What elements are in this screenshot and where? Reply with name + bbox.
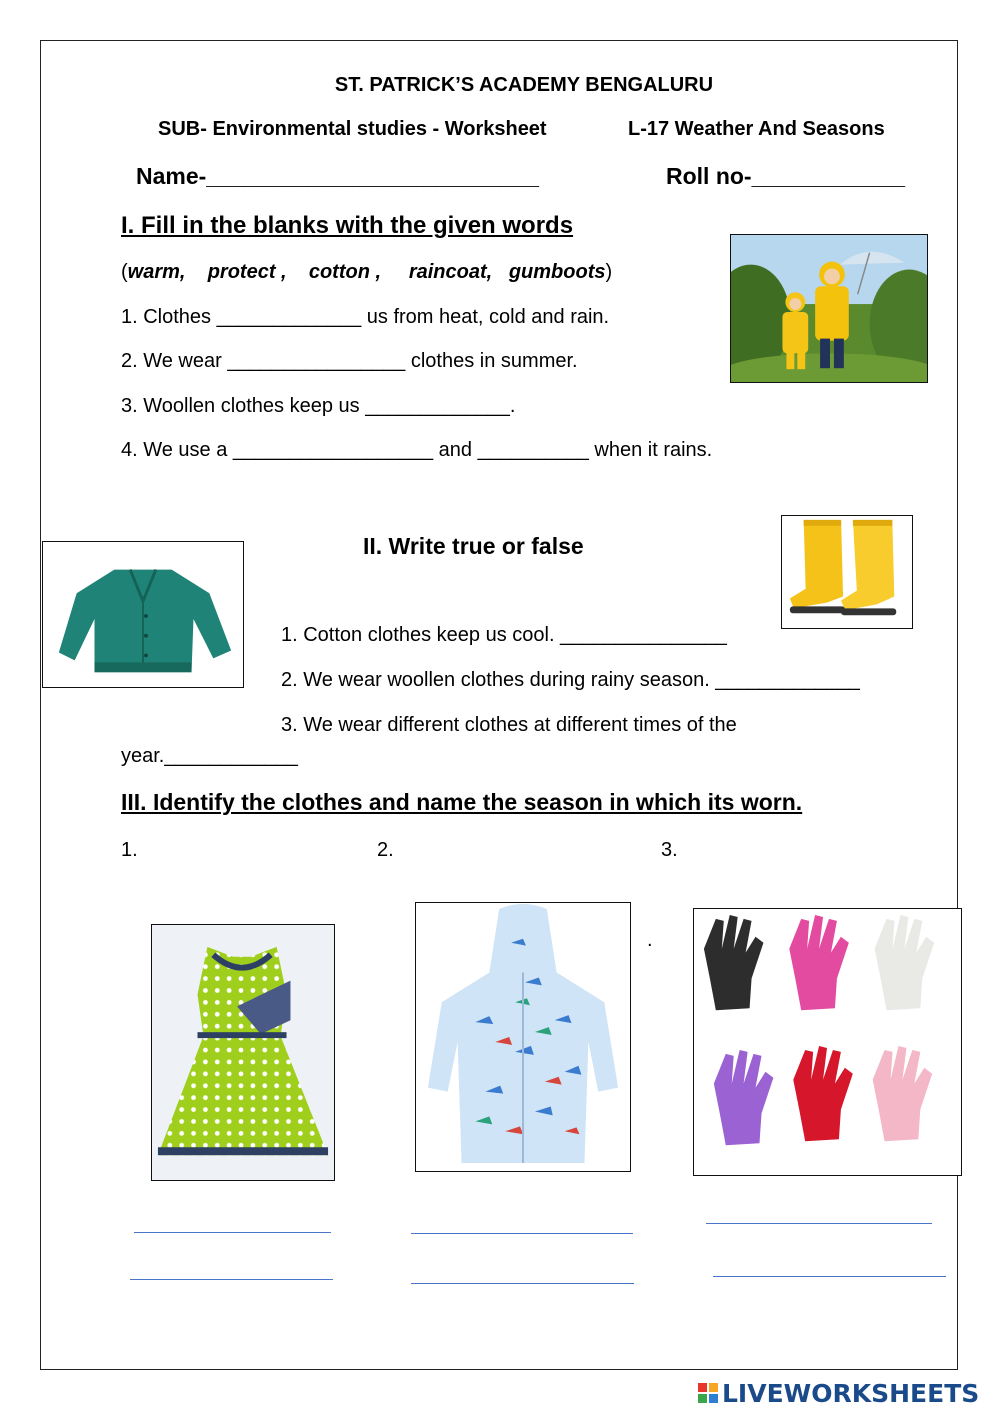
answer-line-1a[interactable] xyxy=(134,1232,331,1233)
item-number-1: 1. xyxy=(121,839,138,861)
children-in-raincoats-image xyxy=(730,234,928,383)
section3-title: III. Identify the clothes and name the season in which its worn. xyxy=(121,789,803,815)
logo-text: LIVEWORKSHEETS xyxy=(722,1378,980,1408)
answer-line-3a[interactable] xyxy=(706,1223,932,1224)
answer-line-1b[interactable] xyxy=(130,1279,333,1280)
stray-dot: . xyxy=(647,929,653,951)
blank-question-1[interactable]: 1. Clothes _____________ us from heat, cold and rain. xyxy=(121,306,610,328)
section1-title: I. Fill in the blanks with the given words xyxy=(121,212,574,239)
item-number-3: 3. xyxy=(661,839,678,861)
true-false-question-1[interactable]: 1. Cotton clothes keep us cool. _______________ xyxy=(281,624,727,646)
section2-title: II. Write true or false xyxy=(363,533,584,559)
item-number-2: 2. xyxy=(377,839,394,861)
answer-line-3b[interactable] xyxy=(713,1276,946,1277)
green-sweater-image xyxy=(42,541,244,688)
blank-question-4[interactable]: 4. We use a __________________ and __________ when it rains. xyxy=(121,439,713,461)
lesson-title: L-17 Weather And Seasons xyxy=(628,118,885,140)
subject-line: SUB- Environmental studies - Worksheet xyxy=(158,118,547,140)
answer-line-2b[interactable] xyxy=(411,1283,634,1284)
green-polka-dot-frock-image xyxy=(151,924,335,1181)
liveworksheets-logo xyxy=(698,1378,979,1408)
word-bank: (warm, protect , cotton , raincoat, gumboots) xyxy=(121,261,613,283)
dinosaur-raincoat-image xyxy=(415,902,631,1172)
name-field[interactable]: Name-__________________________ xyxy=(136,163,539,189)
woollen-gloves-image xyxy=(693,908,962,1176)
logo-squares-icon xyxy=(698,1383,718,1403)
true-false-question-2[interactable]: 2. We wear woollen clothes during rainy season. _____________ xyxy=(281,669,860,691)
true-false-question-3: 3. We wear different clothes at different times of the xyxy=(281,714,737,736)
true-false-question-3-answer[interactable]: year.____________ xyxy=(121,745,298,767)
blank-question-3[interactable]: 3. Woollen clothes keep us _____________. xyxy=(121,395,516,417)
blank-question-2[interactable]: 2. We wear ________________ clothes in summer. xyxy=(121,350,578,372)
school-name: ST. PATRICK’S ACADEMY BENGALURU xyxy=(334,74,714,96)
roll-number-field[interactable]: Roll no-____________ xyxy=(666,163,906,189)
answer-line-2a[interactable] xyxy=(411,1233,633,1234)
yellow-gumboots-image xyxy=(781,515,913,629)
